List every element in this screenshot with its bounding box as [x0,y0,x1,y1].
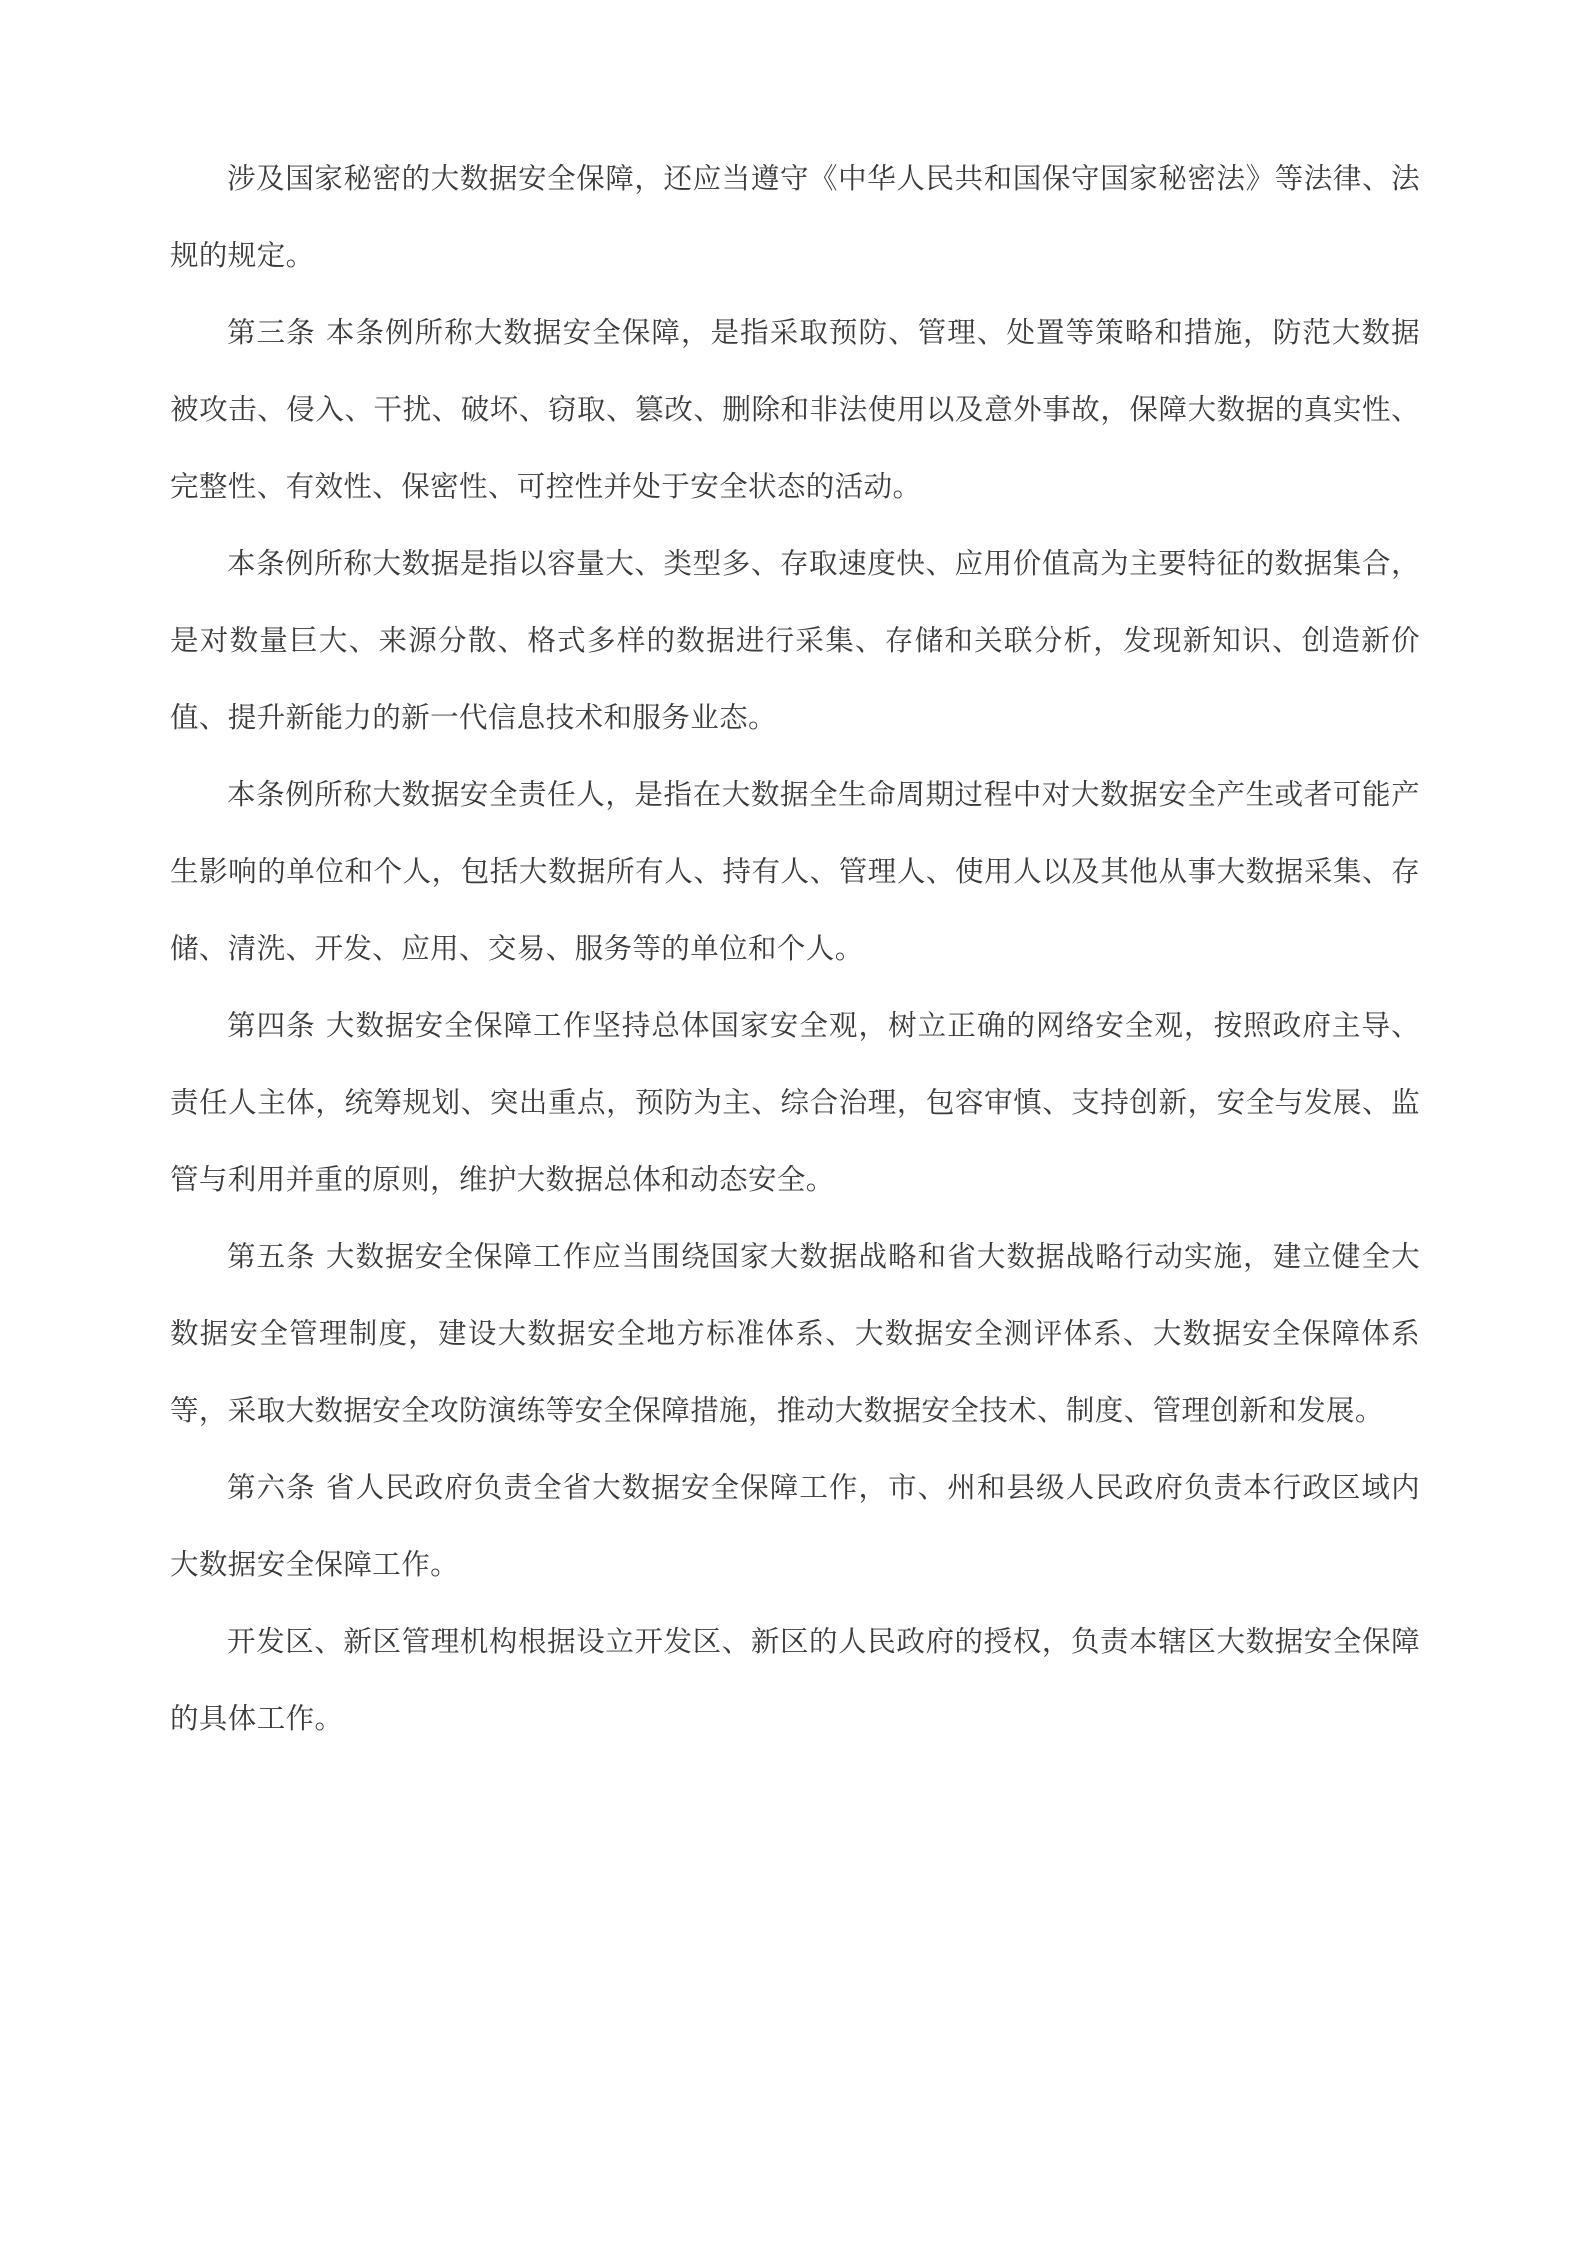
document-text-body [170,140,1420,1757]
paragraph-responsible-person-definition: 本条例所称大数据安全责任人，是指在大数据全生命周期过程中对大数据安全产生或者可能产生影响的单位和个人，包括大数据所有人、持有人、管理人、使用人以及其他从事大数据采集、存储、清洗、开发、应用、交易、服务等的单位和个人。 [170,778,1420,965]
paragraph-article-4: 第四条 大数据安全保障工作坚持总体国家安全观，树立正确的网络安全观，按照政府主导、责任人主体，统筹规划、突出重点，预防为主、综合治理，包容审慎、支持创新，安全与发展、监管与利用并重的原则，维护大数据总体和动态安全。 [170,1009,1420,1196]
paragraph-development-zone: 开发区、新区管理机构根据设立开发区、新区的人民政府的授权，负责本辖区大数据安全保障的具体工作。 [170,1625,1420,1735]
paragraph-article-6: 第六条 省人民政府负责全省大数据安全保障工作，市、州和县级人民政府负责本行政区域内大数据安全保障工作。 [170,1471,1420,1581]
paragraph-article-3: 第三条 本条例所称大数据安全保障，是指采取预防、管理、处置等策略和措施，防范大数据被攻击、侵入、干扰、破坏、窃取、篡改、删除和非法使用以及意外事故，保障大数据的真实性、完整性、有效性、保密性、可控性并处于安全状态的活动。 [170,316,1420,503]
paragraph-article-5: 第五条 大数据安全保障工作应当围绕国家大数据战略和省大数据战略行动实施，建立健全大数据安全管理制度，建设大数据安全地方标准体系、大数据安全测评体系、大数据安全保障体系等，采取大数据安全攻防演练等安全保障措施，推动大数据安全技术、制度、管理创新和发展。 [170,1240,1420,1427]
paragraph-state-secret: 涉及国家秘密的大数据安全保障，还应当遵守《中华人民共和国保守国家秘密法》等法律、法规的规定。 [170,162,1420,272]
paragraph-bigdata-definition: 本条例所称大数据是指以容量大、类型多、存取速度快、应用价值高为主要特征的数据集合，是对数量巨大、来源分散、格式多样的数据进行采集、存储和关联分析，发现新知识、创造新价值、提升新能力的新一代信息技术和服务业态。 [170,547,1420,734]
